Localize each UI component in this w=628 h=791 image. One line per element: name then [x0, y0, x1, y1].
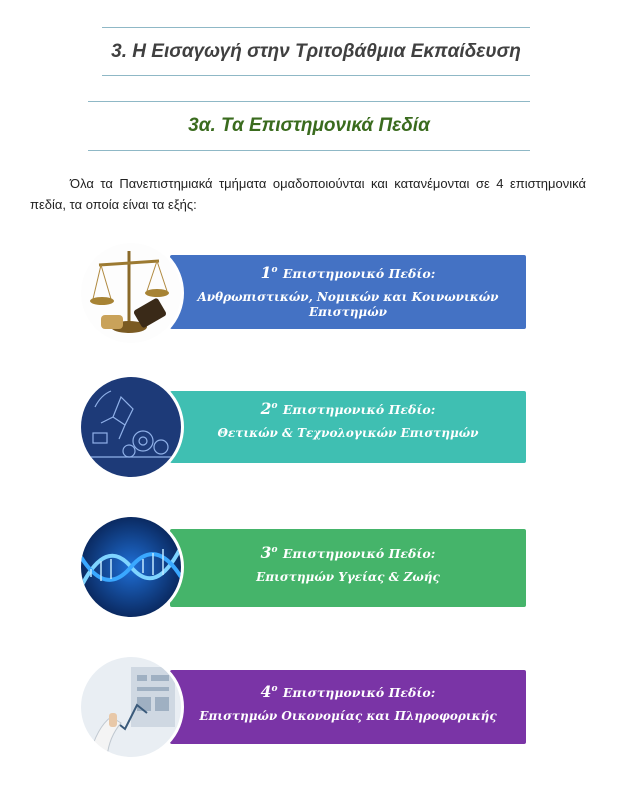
business-chart-icon [78, 654, 184, 760]
field-label: Επιστημονικό Πεδίο: [282, 685, 436, 700]
scales-of-justice-icon [78, 240, 184, 346]
subsection-title: 3α. Τα Επιστημονικά Πεδία [188, 115, 430, 136]
field-label: Επιστημονικό Πεδίο: [282, 266, 436, 281]
field-ordinal: ο [271, 265, 278, 275]
field-description: Επιστημών Οικονομίας και Πληροφορικής [199, 709, 497, 723]
field-band-4 [170, 670, 526, 744]
section-rule-top [102, 27, 530, 28]
section-title: 3. Η Εισαγωγή στην Τριτοβάθμια Εκπαίδευση [111, 41, 521, 62]
field-label: Επιστημονικό Πεδίο: [282, 402, 436, 417]
field-card-4 [78, 654, 526, 760]
field-number: 3 [260, 543, 272, 562]
subsection-rule-bottom [88, 150, 530, 151]
field-band-3 [170, 529, 526, 607]
intro-paragraph: Όλα τα Πανεπιστημιακά τμήματα ομαδοποιούνται και κατανέμονται σε 4 επιστημονικά πεδία, τα οποία είναι τα εξής: [30, 176, 586, 212]
field-card-2 [78, 374, 526, 480]
rocket-gears-icon [78, 374, 184, 480]
dna-helix-icon [78, 514, 184, 620]
field-ordinal: ο [271, 684, 278, 694]
field-band-1 [170, 255, 526, 329]
field-ordinal: ο [271, 545, 278, 555]
field-number: 2 [260, 399, 272, 418]
field-card-3 [78, 514, 526, 620]
field-band-2 [170, 391, 526, 463]
subsection-rule-top [88, 101, 530, 102]
field-description: Επιστημών Υγείας & Ζωής [256, 570, 440, 584]
section-rule-bottom [102, 75, 530, 76]
field-number: 1 [260, 263, 272, 282]
field-label: Επιστημονικό Πεδίο: [282, 546, 436, 561]
field-description: Θετικών & Τεχνολογικών Επιστημών [217, 426, 479, 440]
field-ordinal: ο [271, 401, 278, 411]
field-card-1 [78, 240, 526, 346]
field-number: 4 [260, 682, 272, 701]
field-description: Ανθρωπιστικών, Νομικών και Κοινωνικών Επιστημών [197, 290, 499, 319]
